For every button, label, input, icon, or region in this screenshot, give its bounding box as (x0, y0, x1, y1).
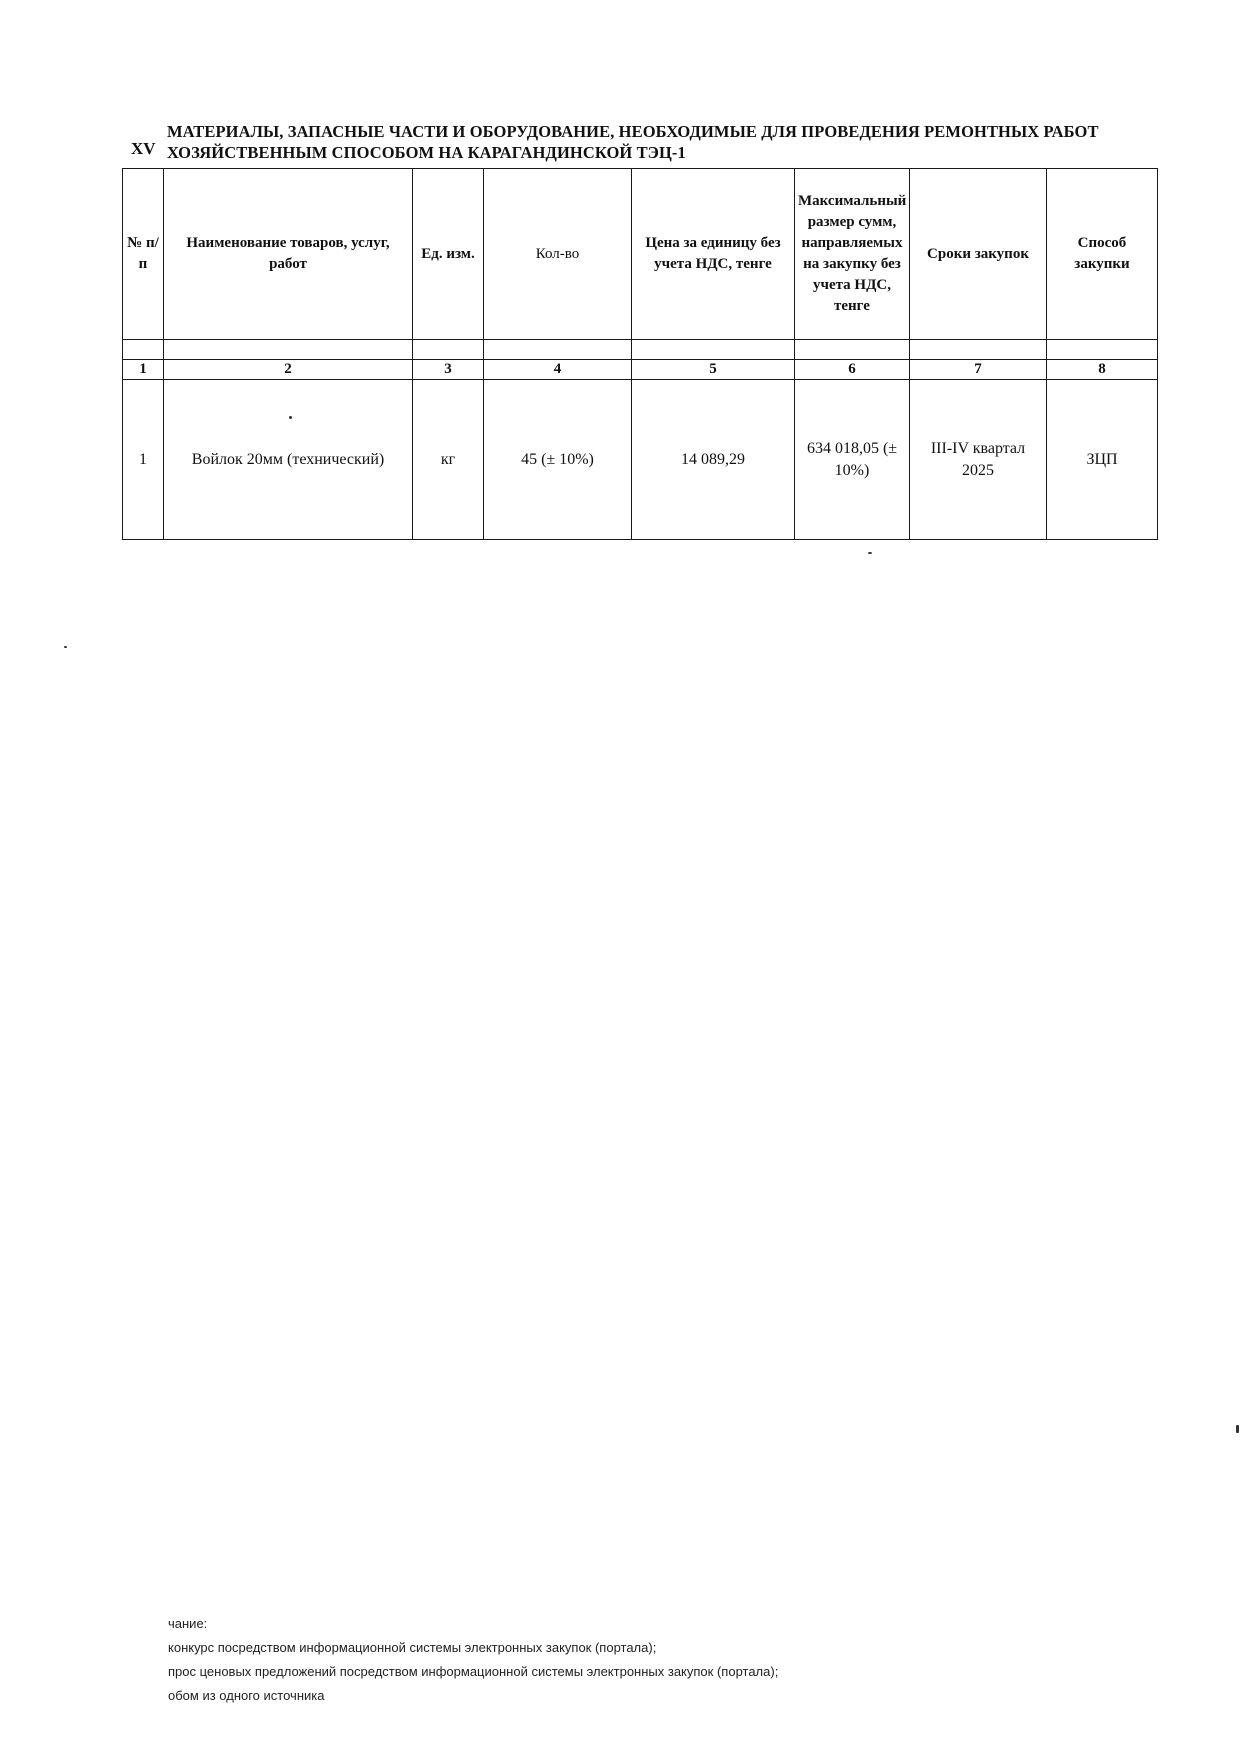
footnote-line: обом из одного источника (168, 1688, 325, 1703)
header-cell-unit: Ед. изм. (413, 169, 484, 340)
column-number: 7 (910, 360, 1047, 380)
spacer-cell (795, 340, 910, 360)
title-line-1: МАТЕРИАЛЫ, ЗАПАСНЫЕ ЧАСТИ И ОБОРУДОВАНИЕ, НЕОБХОДИМЫЕ ДЛЯ ПРОВЕДЕНИЯ РЕМОНТНЫХ РАБОТ (167, 122, 1099, 141)
spacer-cell (632, 340, 795, 360)
cell-name: Войлок 20мм (технический) (164, 380, 413, 540)
footnote-line: прос ценовых предложений посредством информационной системы электронных закупок (портала); (168, 1664, 779, 1679)
header-cell-unit-price: Цена за единицу без учета НДС, тенге (632, 169, 795, 340)
spacer-cell (910, 340, 1047, 360)
column-number: 3 (413, 360, 484, 380)
footnotes (168, 1612, 778, 1708)
cell-method: ЗЦП (1047, 380, 1158, 540)
header-cell-quantity: Кол-во (484, 169, 632, 340)
scan-speck (64, 646, 67, 648)
header-cell-number: № п/п (123, 169, 164, 340)
column-number: 8 (1047, 360, 1158, 380)
header-cell-method: Способ закупки (1047, 169, 1158, 340)
column-number: 5 (632, 360, 795, 380)
scan-speck (1236, 1425, 1239, 1433)
header-cell-name: Наименование товаров, услуг, работ (164, 169, 413, 340)
column-number: 2 (164, 360, 413, 380)
section-number: XV (131, 139, 156, 158)
spacer-cell (164, 340, 413, 360)
cell-unit: кг (413, 380, 484, 540)
column-number: 6 (795, 360, 910, 380)
table-row (123, 380, 1158, 540)
procurement-table (122, 168, 1158, 540)
footnote-line: конкурс посредством информационной системы электронных закупок (портала); (168, 1640, 657, 1655)
cell-max-sum: 634 018,05 (± 10%) (795, 380, 910, 540)
cell-number: 1 (123, 380, 164, 540)
scan-speck (289, 416, 292, 419)
footnote-heading: чание: (168, 1616, 208, 1631)
spacer-row (123, 340, 1158, 360)
header-cell-max-sum: Максимальный размер сумм, направляемых на закупку без учета НДС, тенге (795, 169, 910, 340)
scan-speck (868, 552, 872, 554)
spacer-cell (1047, 340, 1158, 360)
title-line-2: ХОЗЯЙСТВЕННЫМ СПОСОБОМ НА КАРАГАНДИНСКОЙ ТЭЦ-1 (167, 143, 686, 162)
document-title (167, 121, 1177, 163)
header-cell-period: Сроки закупок (910, 169, 1047, 340)
header-row (123, 169, 1158, 340)
cell-unit-price: 14 089,29 (632, 380, 795, 540)
spacer-cell (413, 340, 484, 360)
column-number: 4 (484, 360, 632, 380)
spacer-cell (484, 340, 632, 360)
cell-period: III-IV квартал 2025 (910, 380, 1047, 540)
spacer-cell (123, 340, 164, 360)
column-number: 1 (123, 360, 164, 380)
cell-quantity: 45 (± 10%) (484, 380, 632, 540)
column-number-row (123, 360, 1158, 380)
